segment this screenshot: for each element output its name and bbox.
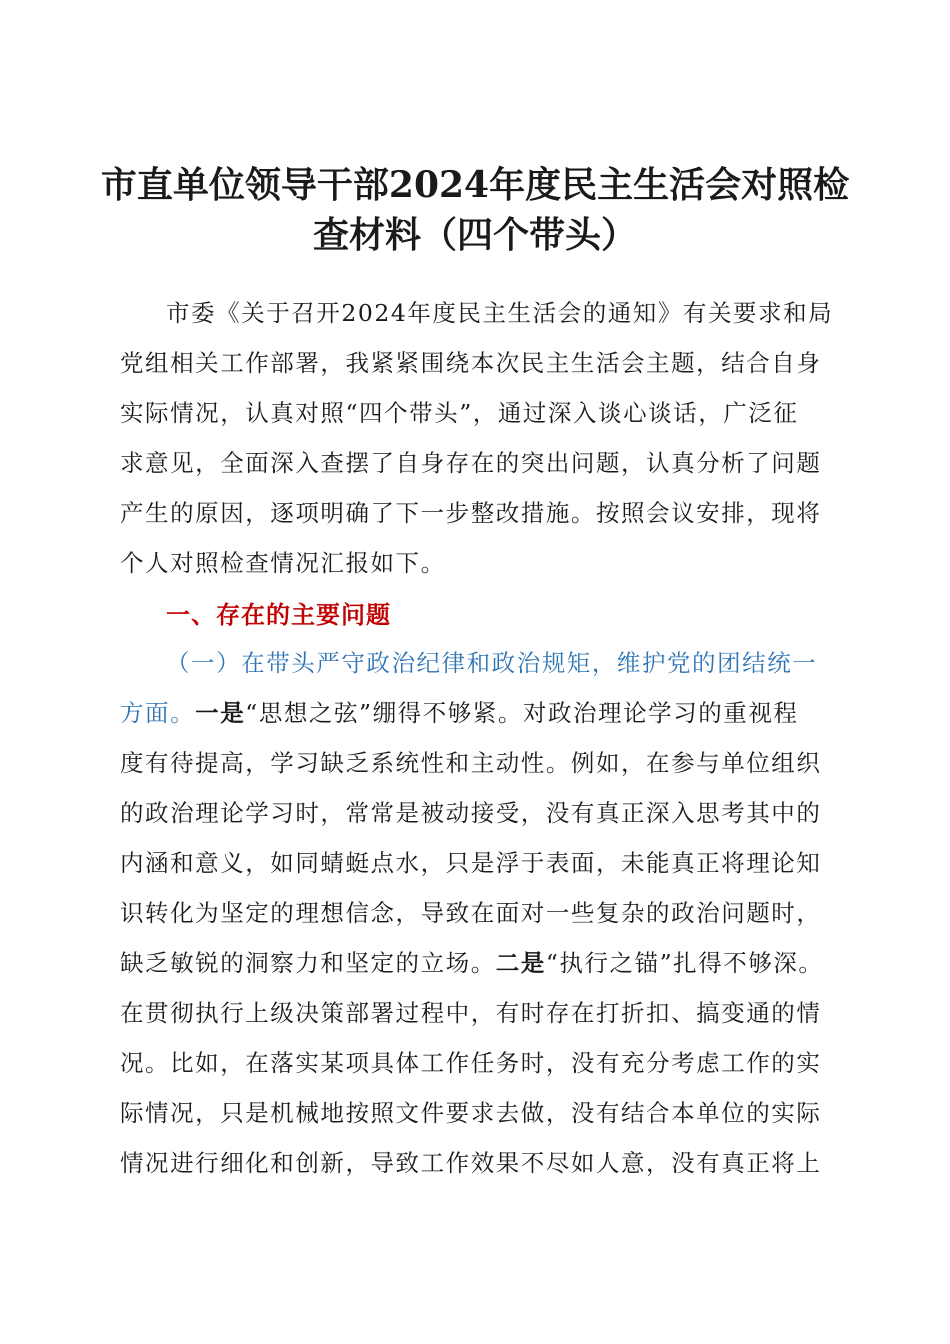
- intro-line-5: 产生的原因，逐项明确了下一步整改措施。按照会议安排，现将: [120, 499, 822, 527]
- point1-line-2: 的政治理论学习时，常常是被动接受，没有真正深入思考其中的: [120, 799, 822, 827]
- point2-text-start: “执行之锚”扎得不够深。: [545, 949, 824, 977]
- subsection-heading-line-1: （一）在带头严守政治纪律和政治规矩，维护党的团结统一: [166, 649, 818, 677]
- document-title-line-2: 查材料（四个带头）: [312, 214, 637, 256]
- point1-line-1: 度有待提高，学习缺乏系统性和主动性。例如，在参与单位组织: [120, 749, 822, 777]
- paragraph-line-point2-start: [120, 938, 832, 988]
- section-heading-problems: 一、存在的主要问题: [166, 601, 391, 629]
- point1-line-4: 识转化为坚定的理想信念，导致在面对一些复杂的政治问题时，: [120, 899, 822, 927]
- intro-line-6: 个人对照检查情况汇报如下。: [120, 549, 446, 577]
- intro-line-4: 求意见，全面深入查摆了自身存在的突出问题，认真分析了问题: [120, 449, 822, 477]
- point2-line-4: 情况进行细化和创新，导致工作效果不尽如人意，没有真正将上: [120, 1149, 822, 1177]
- point-label-second: 二是: [495, 949, 546, 977]
- document-title-line-1: 市直单位领导干部2024年度民主生活会对照检: [100, 164, 850, 206]
- point1-last-line: 缺乏敏锐的洞察力和坚定的立场。: [120, 949, 496, 977]
- point-label-first: 一是: [195, 699, 246, 727]
- intro-line-1: 市委《关于召开2024年度民主生活会的通知》有关要求和局: [166, 299, 834, 327]
- intro-line-3: 实际情况，认真对照“四个带头”，通过深入谈心谈话，广泛征: [120, 399, 799, 427]
- point2-line-2: 况。比如，在落实某项具体工作任务时，没有充分考虑工作的实: [120, 1049, 822, 1077]
- point1-text-start: “思想之弦”绷得不够紧。对政治理论学习的重视程: [245, 699, 799, 727]
- point2-line-1: 在贯彻执行上级决策部署过程中，有时存在打折扣、搞变通的情: [120, 999, 822, 1027]
- intro-line-2: 党组相关工作部署，我紧紧围绕本次民主生活会主题，结合自身: [120, 349, 822, 377]
- point2-line-3: 际情况，只是机械地按照文件要求去做，没有结合本单位的实际: [120, 1099, 822, 1127]
- point1-line-3: 内涵和意义，如同蜻蜓点水，只是浮于表面，未能真正将理论知: [120, 849, 822, 877]
- subsection-heading-line-2: 方面。: [120, 699, 196, 727]
- paragraph-line-point1-start: [120, 688, 832, 738]
